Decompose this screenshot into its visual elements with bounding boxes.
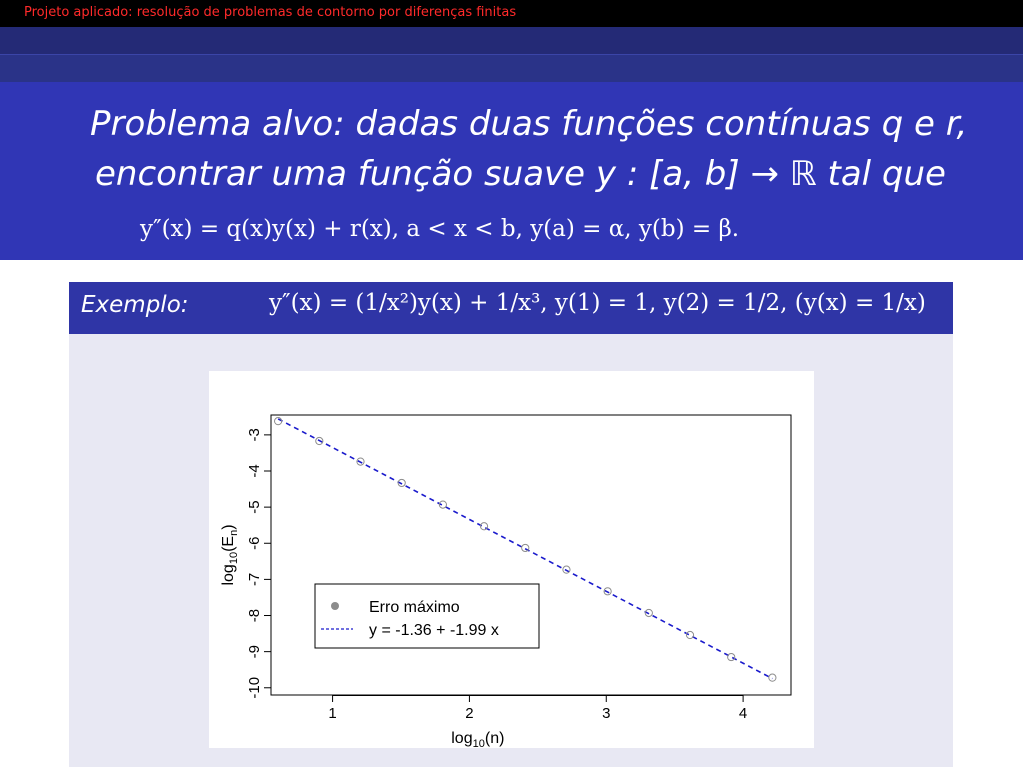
header-band-2 [0, 54, 1023, 82]
title-box [0, 82, 1023, 260]
y-axis-label: $\log_{10}(E_n)$ [220, 524, 240, 586]
x-axis-label: $\log_{10}(n)$ [451, 730, 505, 748]
chart-svg [209, 371, 814, 748]
legend-point-marker [331, 602, 339, 610]
y-tick-label: -5 [245, 500, 263, 514]
x-tick-label: 4 [738, 705, 748, 722]
data-point [728, 653, 735, 660]
example-header [69, 282, 953, 334]
y-tick-label: -4 [245, 464, 263, 478]
y-tick-label: -7 [245, 572, 263, 587]
plot-area [209, 371, 814, 748]
title-line-1: Problema alvo: dadas duas funções contínuas q e r, [90, 104, 968, 144]
title-line-2: encontrar uma função suave y : [a, b] → ℝ tal que [95, 154, 946, 194]
x-tick-label: 2 [465, 705, 474, 722]
data-point [480, 523, 487, 530]
x-tick-label: 3 [602, 705, 611, 722]
breadcrumb: Projeto aplicado: resolução de problemas de contorno por diferenças finitas [24, 5, 517, 20]
data-point [769, 674, 776, 681]
header-band-1 [0, 27, 1023, 54]
legend-label-points: Erro máximo [369, 599, 460, 616]
example-equation: y″(x) = (1/x²)y(x) + 1/x³, y(1) = 1, y(2) = 1/2, (y(x) = 1/x) [269, 290, 926, 316]
data-point [275, 418, 282, 425]
y-tick-label: -9 [245, 644, 263, 659]
data-point [686, 631, 693, 638]
title-equation: y″(x) = q(x)y(x) + r(x), a < x < b, y(a) = α, y(b) = β. [140, 216, 740, 242]
legend-label-fit: y = -1.36 + -1.99 x [369, 622, 499, 639]
data-point [522, 544, 529, 551]
example-label: Exemplo: [81, 292, 189, 318]
x-tick-label: 1 [328, 705, 337, 722]
y-tick-label: -10 [245, 676, 263, 699]
plot-frame [271, 415, 791, 695]
header-bar [0, 0, 1023, 27]
y-tick-label: -6 [245, 536, 263, 550]
y-tick-label: -8 [245, 608, 263, 623]
y-tick-label: -3 [245, 428, 263, 442]
